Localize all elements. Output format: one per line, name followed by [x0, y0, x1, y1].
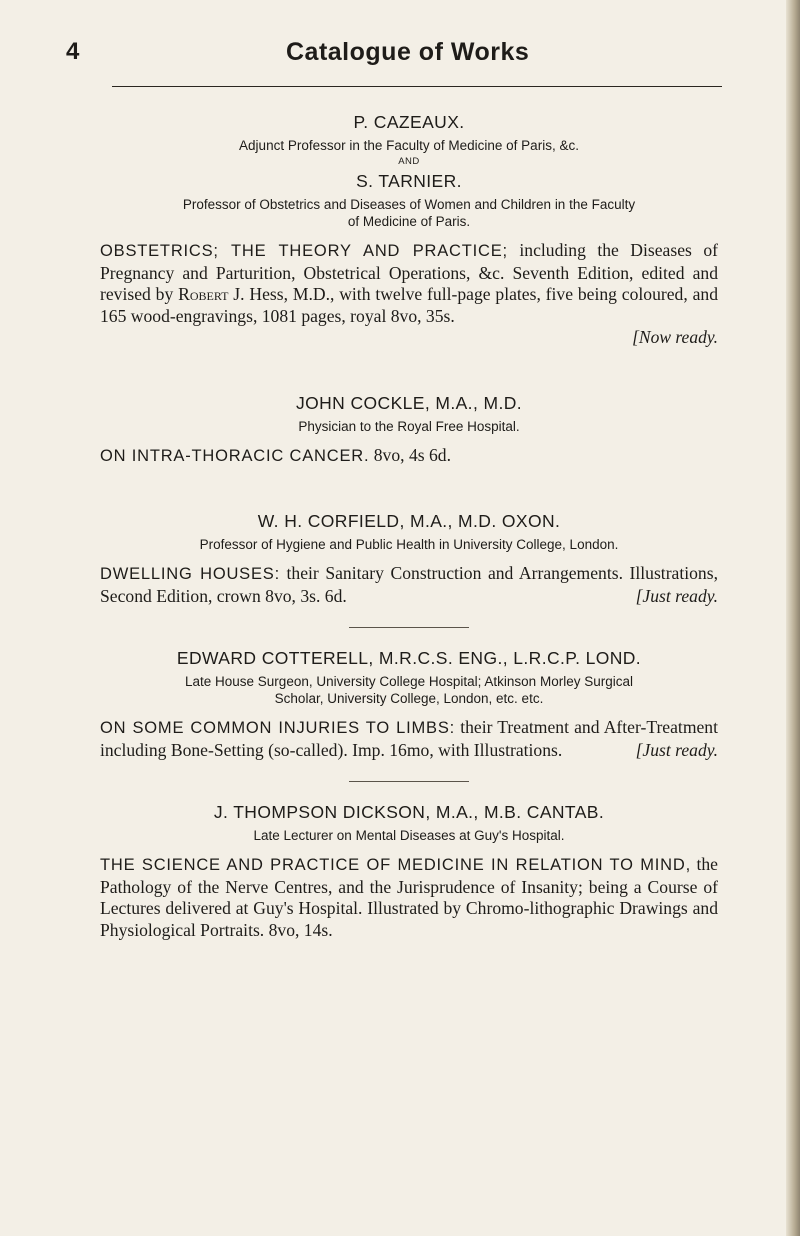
availability-status: [Just ready. — [635, 739, 718, 760]
catalogue-entry — [100, 112, 718, 349]
affiliation-line: Scholar, University College, London, etc. etc. — [274, 691, 544, 706]
drop-cap: D — [100, 565, 113, 583]
section-divider — [349, 627, 469, 628]
drop-cap: O — [100, 446, 114, 465]
affiliation-line: Professor of Obstetrics and Diseases of Women and Children in the Faculty — [182, 197, 636, 212]
author-affiliation: Physician to the Royal Free Hospital. — [298, 418, 520, 434]
work-title: ON SOME COMMON INJURIES TO LIMBS: — [100, 719, 456, 737]
affiliation-line: Late House Surgeon, University College Hospital; Atkinson Morley Surgical — [185, 674, 633, 689]
page-header — [66, 38, 726, 72]
author-affiliation — [100, 196, 718, 230]
page-edge-shadow — [786, 0, 800, 1236]
catalogue-entry — [100, 511, 718, 607]
catalogue-entries — [100, 112, 718, 941]
availability-status: [Just ready. — [635, 585, 718, 606]
running-title: Catalogue of Works — [286, 38, 530, 66]
work-title: OBSTETRICS; THE THEORY AND PRACTICE; — [100, 242, 508, 260]
page-number: 4 — [66, 38, 80, 65]
author-affiliation — [100, 673, 718, 707]
drop-cap: O — [100, 719, 114, 737]
author-affiliation: Professor of Hygiene and Public Health in University College, London. — [199, 537, 619, 552]
work-description: ON INTRA-THORACIC CANCER. 8vo, 4s 6d. — [100, 444, 451, 465]
author-name: P. CAZEAUX. — [353, 112, 465, 132]
author-affiliation: Adjunct Professor in the Faculty of Medicine of Paris, &c. — [239, 138, 579, 153]
work-description: THE SCIENCE AND PRACTICE OF MEDICINE IN RELATION TO MIND, the Pathology of the Nerve Centres, and the Jurisprudence of Insanity; being a Course of Lectures delivered at Guy's Hospital. Illustrated by Chromo-lithographic Drawings and Physiological Portraits. 8vo, 14s. — [100, 854, 718, 940]
catalogue-entry — [100, 648, 718, 761]
section-divider — [349, 781, 469, 782]
author-affiliation: Late Lecturer on Mental Diseases at Guy's Hospital. — [253, 828, 565, 843]
catalogue-entry — [100, 393, 718, 468]
header-rule — [112, 86, 722, 87]
work-title: ON INTRA-THORACIC CANCER. — [100, 446, 370, 465]
author-name: W. H. CORFIELD, M.A., M.D. OXON. — [257, 511, 561, 531]
editor-name: Robert — [178, 284, 229, 304]
drop-cap: T — [100, 856, 111, 874]
catalogue-entry — [100, 802, 718, 941]
affiliation-line: of Medicine of Paris. — [347, 214, 471, 229]
author-name: EDWARD COTTERELL, M.R.C.S. ENG., L.R.C.P. LOND. — [176, 648, 642, 668]
work-title: THE SCIENCE AND PRACTICE OF MEDICINE IN RELATION TO MIND, — [100, 856, 691, 874]
work-title: DWELLING HOUSES: — [100, 565, 280, 583]
work-description: ON SOME COMMON INJURIES TO LIMBS: their Treatment and After-Treatment including Bone-Setting (so-called). Imp. 16mo, with Illustrations. [Just ready. — [100, 717, 718, 760]
work-description: OBSTETRICS; THE THEORY AND PRACTICE; including the Diseases of Pregnancy and Parturition, Obstetrical Operations, &c. Seventh Edition, edited and revised by Robert J. Hess, M.D., with twelve full-page plates, five being coloured, and 165 wood-engravings, 1081 pages, royal 8vo, 35s. — [100, 240, 718, 326]
author-name: S. TARNIER. — [356, 171, 462, 191]
drop-cap: O — [100, 242, 114, 260]
work-description: DWELLING HOUSES: their Sanitary Construction and Arrangements. Illustrations, Second Edition, crown 8vo, 3s. 6d. [Just ready. — [100, 563, 718, 606]
author-name: J. THOMPSON DICKSON, M.A., M.B. CANTAB. — [213, 802, 605, 822]
author-name: JOHN COCKLE, M.A., M.D. — [295, 392, 523, 413]
availability-status: [Now ready. — [632, 327, 718, 347]
conjunction-label: AND — [398, 156, 420, 167]
